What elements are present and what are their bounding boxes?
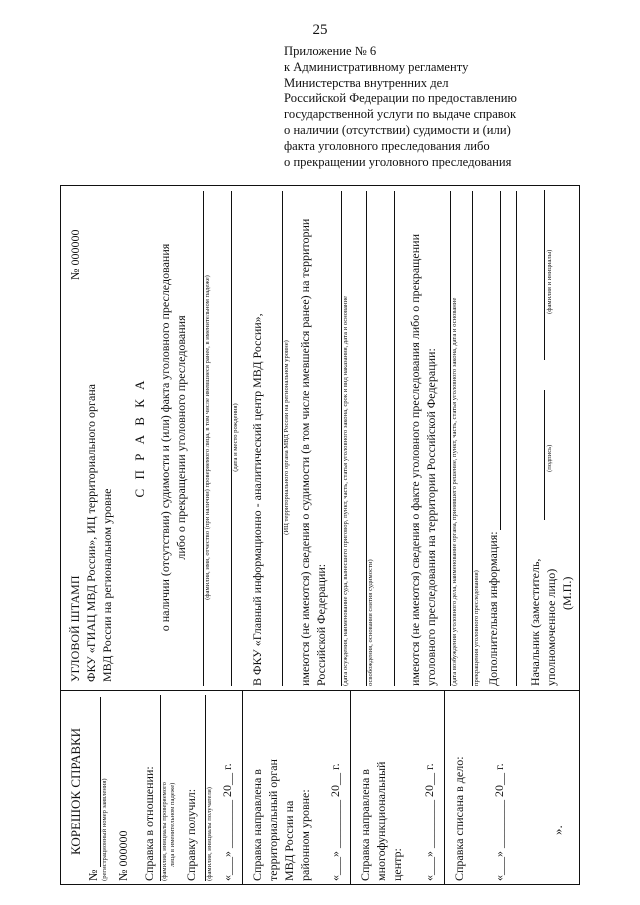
extra-info-line	[500, 191, 501, 530]
person-hint: (фамилия, имя, отчество (при наличии) проверяемого лица, в том числе имевшиеся ранее, в именительном падеже)	[204, 275, 211, 600]
certificate-number: № 000000	[68, 229, 82, 280]
stub-sent-mfc-2: многофункциональный	[374, 761, 388, 881]
stub-sent-terr-1: Справка направлена в	[250, 769, 264, 881]
certificate-main	[60, 185, 580, 690]
stub-title: КОРЕШОК СПРАВКИ	[68, 727, 83, 855]
conviction-extra-line	[394, 191, 395, 686]
appendix-header	[284, 44, 584, 170]
stub-person-hint-1: (фамилия, инициалы проверяемого	[161, 782, 168, 881]
stub-sent-terr-2: территориальный орган	[266, 759, 280, 881]
ic-hint: (ИЦ территориального органа МВД России на региональном уровне)	[283, 340, 290, 535]
name-line	[544, 190, 545, 360]
appendix-line: Приложение № 6	[284, 44, 377, 58]
termination-hint: прекращения уголовного преследования)	[473, 570, 480, 686]
conviction-line-1: имеются (не имеются) сведения о судимости (в том числе имевшейся ранее) на территории	[298, 218, 312, 686]
stub-date-2: «___» ________ 20__ г.	[328, 763, 342, 881]
corner-stamp: УГЛОВОЙ ШТАМП	[68, 575, 82, 682]
release-hint: освобождения, основания снятия судимости)	[367, 559, 374, 686]
subtitle-1: о наличии (отсутствии) судимости и (или) факта уголовного преследования	[158, 243, 172, 632]
org-line-2: МВД России на региональном уровне	[100, 488, 114, 682]
stub-date-3: «___» ________ 20__ г.	[422, 763, 436, 881]
chief-line-2: уполномоченное лицо)	[544, 568, 558, 686]
signature-hint: (подпись)	[546, 444, 553, 472]
appendix-line: к Административному регламенту	[284, 59, 469, 74]
org-line-1: ФКУ «ГИАЦ МВД России», ИЦ территориального органа	[84, 383, 98, 682]
stub-sent-terr-4: районном уровне:	[298, 789, 312, 881]
conviction-line-2: Российской Федерации:	[314, 563, 328, 686]
extra-info-label: Дополнительная информация:	[486, 531, 500, 686]
stub-about-label: Справка в отношении:	[142, 766, 156, 881]
stub-end-mark: ».	[550, 825, 565, 835]
page-number: 25	[312, 22, 328, 38]
subtitle-2: либо о прекращении уголовного преследования	[174, 315, 188, 560]
appendix-line: Российской Федерации по предоставлению	[284, 91, 517, 106]
extra-info-line-2	[516, 191, 517, 686]
appendix-line: государственной услуги по выдаче справок	[284, 107, 517, 122]
prosecution-line-2: уголовного преследования на территории Российской Федерации:	[424, 348, 438, 686]
stub-person-hint-2: лица в именительном падеже)	[169, 782, 176, 867]
reg-number-hint: (регистрационный номер заявления)	[101, 778, 108, 881]
birth-hint: (дата и место рождения)	[232, 403, 239, 472]
appendix-line: факта уголовного преследования либо	[284, 138, 490, 153]
stub-archived-label: Справка списана в дело:	[452, 756, 466, 881]
stub-received-label: Справку получил:	[184, 788, 198, 881]
stub-divider-3	[444, 690, 445, 885]
certificate-sheet	[60, 185, 580, 885]
stub-date-4: «___» ________ 20__ г.	[492, 763, 506, 881]
stub-date-1: «___» ________ 20__ г.	[220, 763, 234, 881]
stub-divider-1	[242, 690, 243, 885]
document-title: С П Р А В К А	[132, 377, 147, 498]
stub-sent-terr-3: МВД России на	[282, 800, 296, 881]
prosecution-line-1: имеются (не имеются) сведения о факте уголовного преследования либо о прекращении	[408, 234, 422, 686]
prosecution-hint: (дата возбуждения уголовного дела, наименование органа, принявшего решение, пункт, часть, статья уголовного закона, дата и основание	[451, 297, 458, 686]
seal-mark: (М.П.)	[560, 576, 574, 610]
stub-sent-mfc-3: центр:	[390, 848, 404, 881]
certificate-form-rotated	[60, 185, 580, 885]
center-text: В ФКУ «Главный информационно - аналитический центр МВД России»,	[250, 313, 264, 686]
stub-no-label: №	[86, 869, 100, 881]
appendix-line: Министерства внутренних дел	[284, 75, 449, 90]
stub-divider-2	[350, 690, 351, 885]
appendix-line: о наличии (отсутствии) судимости и (или)	[284, 122, 511, 137]
stub-received-hint: (фамилия, инициалы получателя)	[206, 787, 213, 881]
stub-sent-mfc-1: Справка направлена в	[358, 769, 372, 881]
chief-line-1: Начальник (заместитель,	[528, 558, 542, 686]
conviction-hint: (дата осуждения, наименование суда, вынесшего приговор, пункт, часть, статья уголовного закона, срок и вид наказания, дата и основание	[342, 296, 349, 686]
signature-line	[544, 390, 545, 520]
certificate-stub	[60, 690, 580, 885]
name-hint: (фамилия и инициалы)	[546, 249, 553, 314]
stub-number: № 000000	[116, 830, 130, 881]
appendix-line: о прекращении уголовного преследования	[284, 154, 512, 169]
